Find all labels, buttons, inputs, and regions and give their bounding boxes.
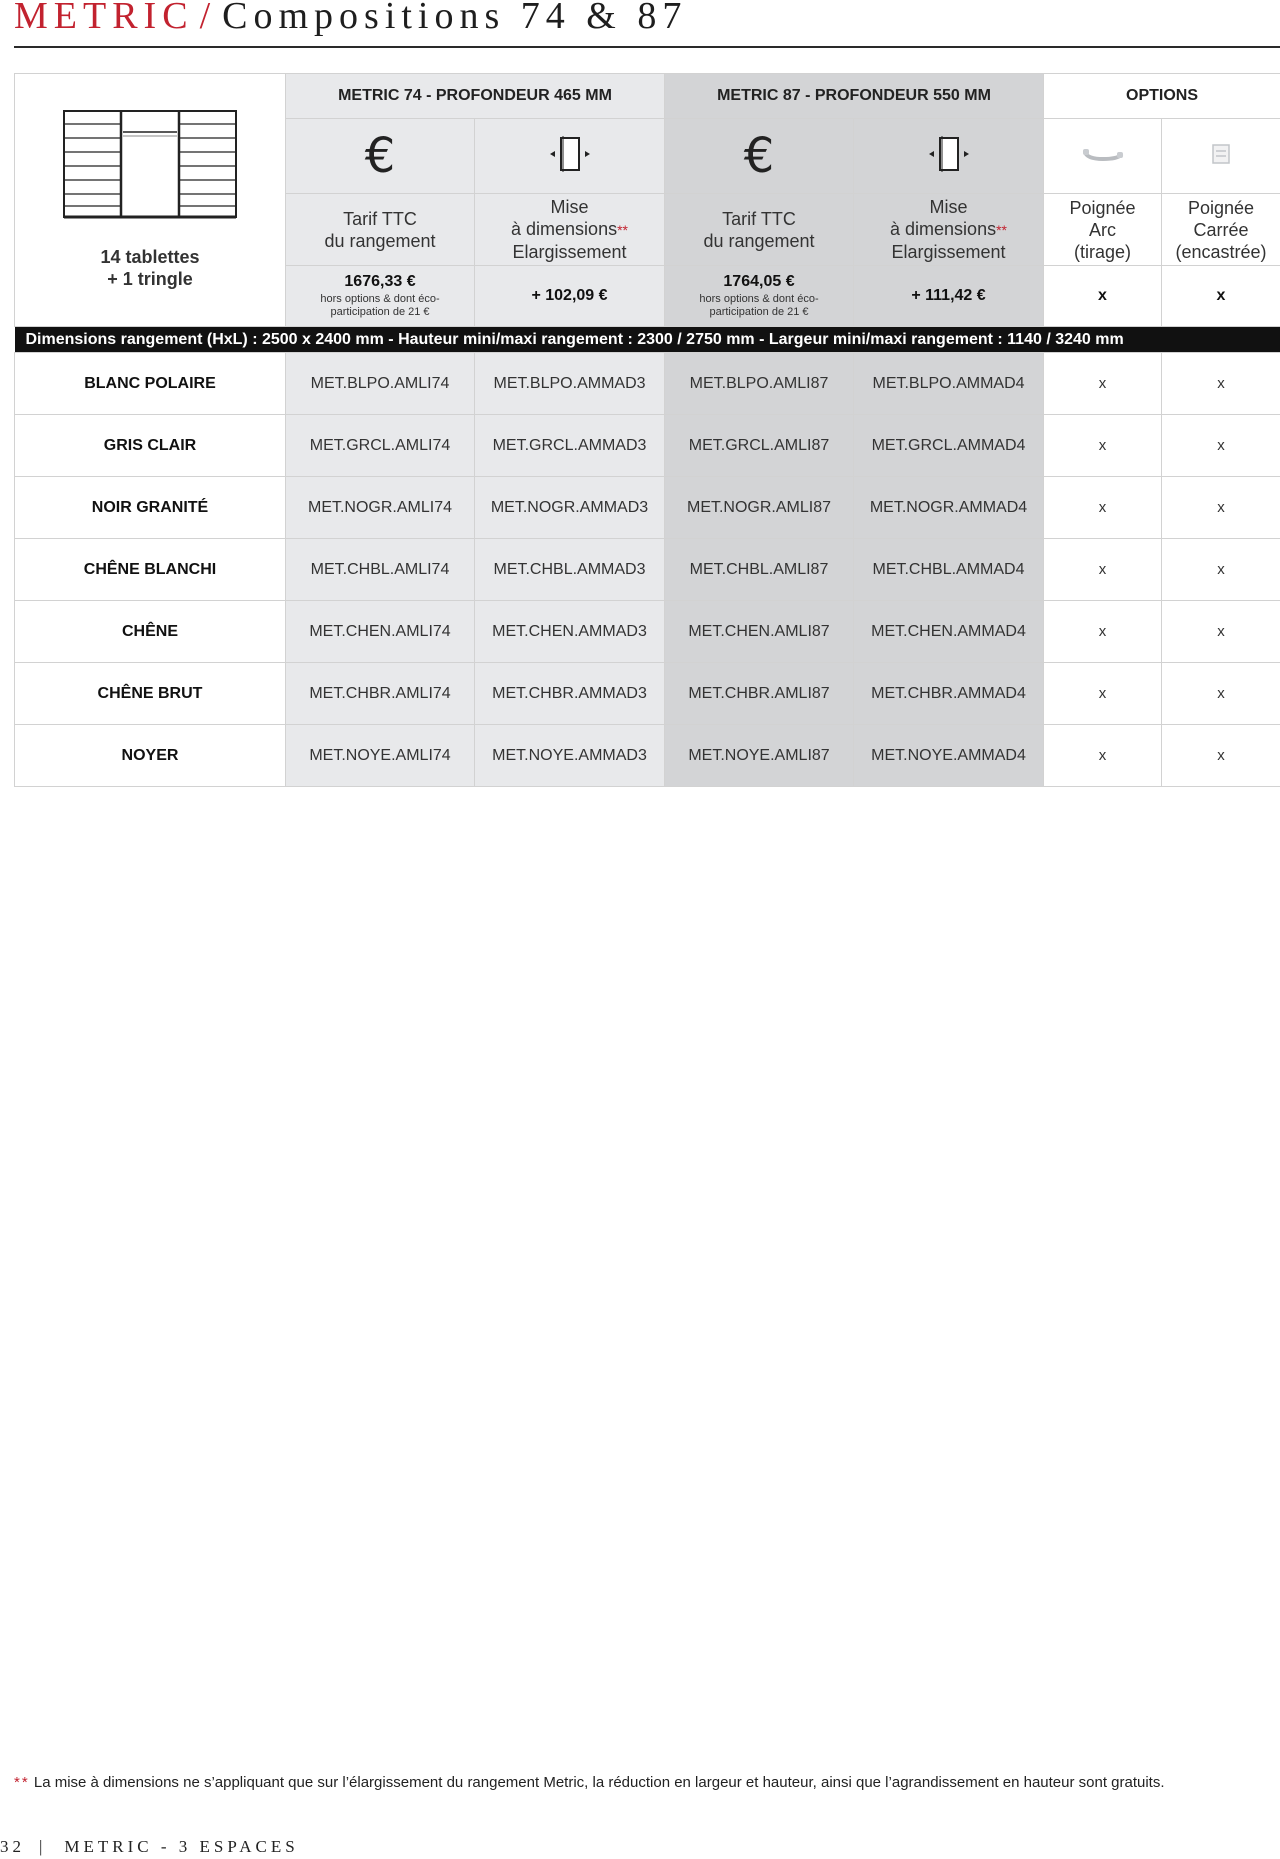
ref-m74-mad: MET.CHBL.AMMAD3 <box>475 539 665 601</box>
option-carre: x <box>1162 725 1280 787</box>
option-arc: x <box>1044 477 1162 539</box>
title-divider <box>14 46 1280 48</box>
m87-price-note: hors options & dont éco- participation de 21 € <box>699 293 819 318</box>
square-handle-option: x <box>1162 266 1280 327</box>
m74-price-note: hors options & dont éco- participation de 21 € <box>320 293 440 318</box>
table-row <box>15 353 1280 415</box>
table-row <box>15 539 1280 601</box>
color-name: CHÊNE <box>15 601 286 663</box>
m74-price: 1676,33 € <box>344 273 416 290</box>
option-carre: x <box>1162 415 1280 477</box>
footer-separator: | <box>39 1837 47 1856</box>
ref-m87-mad: MET.NOYE.AMMAD4 <box>854 725 1044 787</box>
ref-m74: MET.CHEN.AMLI74 <box>286 601 475 663</box>
ref-m87: MET.CHBR.AMLI87 <box>665 663 854 725</box>
page-footer <box>0 1837 299 1857</box>
table-row <box>15 601 1280 663</box>
option-arc: x <box>1044 725 1162 787</box>
ref-m74: MET.GRCL.AMLI74 <box>286 415 475 477</box>
option-arc: x <box>1044 539 1162 601</box>
m74-mise-price: + 102,09 € <box>475 266 665 327</box>
euro-icon: € <box>743 128 775 184</box>
ref-m74-mad: MET.CHEN.AMMAD3 <box>475 601 665 663</box>
m87-tarif-label: Tarif TTC du rangement <box>665 194 854 266</box>
ref-m87-mad: MET.GRCL.AMMAD4 <box>854 415 1044 477</box>
option-arc: x <box>1044 601 1162 663</box>
m87-mise-label: Mise à dimensions** Elargissement <box>854 194 1044 266</box>
option-carre: x <box>1162 663 1280 725</box>
resize-arrows-icon <box>927 132 971 176</box>
table-row <box>15 477 1280 539</box>
ref-m74: MET.NOGR.AMLI74 <box>286 477 475 539</box>
arc-handle-icon <box>1081 142 1125 166</box>
dimensions-bar: Dimensions rangement (HxL) : 2500 x 2400 mm - Hauteur mini/maxi rangement : 2300 / 2750 mm - Largeur mini/maxi rangement : 1140 / 3240 mm <box>15 327 1280 353</box>
color-name: NOIR GRANITÉ <box>15 477 286 539</box>
composition-table <box>14 73 1280 787</box>
footnote-text: La mise à dimensions ne s’appliquant que sur l’élargissement du rangement Metric, la réduction en largeur et hauteur, ainsi que l’agrandissement en hauteur sont gratuits. <box>33 1774 1165 1791</box>
ref-m87-mad: MET.CHBR.AMMAD4 <box>854 663 1044 725</box>
ref-m74: MET.CHBR.AMLI74 <box>286 663 475 725</box>
option-carre: x <box>1162 601 1280 663</box>
composition-cell <box>15 74 286 327</box>
ref-m74-mad: MET.BLPO.AMMAD3 <box>475 353 665 415</box>
resize-arrows-icon <box>548 132 592 176</box>
ref-m87: MET.GRCL.AMLI87 <box>665 415 854 477</box>
ref-m87-mad: MET.BLPO.AMMAD4 <box>854 353 1044 415</box>
square-handle-label: Poignée Carrée (encastrée) <box>1162 194 1280 266</box>
footnote <box>14 1774 1165 1791</box>
color-name: GRIS CLAIR <box>15 415 286 477</box>
ref-m74-mad: MET.CHBR.AMMAD3 <box>475 663 665 725</box>
color-name: NOYER <box>15 725 286 787</box>
ref-m87-mad: MET.NOGR.AMMAD4 <box>854 477 1044 539</box>
ref-m74: MET.BLPO.AMLI74 <box>286 353 475 415</box>
ref-m87: MET.NOGR.AMLI87 <box>665 477 854 539</box>
option-arc: x <box>1044 415 1162 477</box>
page-number: 32 <box>0 1837 25 1856</box>
table-row <box>15 415 1280 477</box>
m87-price: 1764,05 € <box>723 273 795 290</box>
ref-m87: MET.CHBL.AMLI87 <box>665 539 854 601</box>
m74-price-cell <box>286 266 475 327</box>
footnote-stars: ** <box>14 1774 30 1791</box>
square-handle-cell <box>1162 119 1280 194</box>
square-handle-icon <box>1209 142 1233 166</box>
composition-line-1: 14 tablettes <box>100 247 200 267</box>
option-carre: x <box>1162 477 1280 539</box>
m74-mise-label: Mise à dimensions** Elargissement <box>475 194 665 266</box>
arc-handle-option: x <box>1044 266 1162 327</box>
ref-m87-mad: MET.CHEN.AMMAD4 <box>854 601 1044 663</box>
ref-m74-mad: MET.NOYE.AMMAD3 <box>475 725 665 787</box>
ref-m74: MET.NOYE.AMLI74 <box>286 725 475 787</box>
m74-resize-cell <box>475 119 665 194</box>
euro-icon: € <box>364 128 396 184</box>
m87-resize-cell <box>854 119 1044 194</box>
option-arc: x <box>1044 353 1162 415</box>
ref-m87-mad: MET.CHBL.AMMAD4 <box>854 539 1044 601</box>
arc-handle-label: Poignée Arc (tirage) <box>1044 194 1162 266</box>
options-header: OPTIONS <box>1044 74 1280 119</box>
m87-mise-price: + 111,42 € <box>854 266 1044 327</box>
color-name: CHÊNE BRUT <box>15 663 286 725</box>
table-row <box>15 663 1280 725</box>
metric87-header: METRIC 87 - PROFONDEUR 550 MM <box>665 74 1044 119</box>
wardrobe-diagram <box>63 110 237 220</box>
footer-text: METRIC - 3 ESPACES <box>64 1837 299 1856</box>
title-separator: / <box>199 0 217 37</box>
table-row <box>15 725 1280 787</box>
metric74-header: METRIC 74 - PROFONDEUR 465 MM <box>286 74 665 119</box>
color-name: BLANC POLAIRE <box>15 353 286 415</box>
ref-m74-mad: MET.GRCL.AMMAD3 <box>475 415 665 477</box>
composition-description <box>15 246 285 290</box>
ref-m87: MET.NOYE.AMLI87 <box>665 725 854 787</box>
option-arc: x <box>1044 663 1162 725</box>
ref-m74: MET.CHBL.AMLI74 <box>286 539 475 601</box>
option-carre: x <box>1162 353 1280 415</box>
page-title <box>14 0 687 38</box>
ref-m87: MET.CHEN.AMLI87 <box>665 601 854 663</box>
m87-euro-cell <box>665 119 854 194</box>
m74-euro-cell <box>286 119 475 194</box>
color-name: CHÊNE BLANCHI <box>15 539 286 601</box>
arc-handle-cell <box>1044 119 1162 194</box>
ref-m74-mad: MET.NOGR.AMMAD3 <box>475 477 665 539</box>
ref-m87: MET.BLPO.AMLI87 <box>665 353 854 415</box>
m87-price-cell <box>665 266 854 327</box>
brand-name: METRIC <box>14 0 194 37</box>
page-subtitle: Compositions 74 & 87 <box>222 0 688 37</box>
option-carre: x <box>1162 539 1280 601</box>
composition-line-2: + 1 tringle <box>107 269 193 289</box>
m74-tarif-label: Tarif TTC du rangement <box>286 194 475 266</box>
